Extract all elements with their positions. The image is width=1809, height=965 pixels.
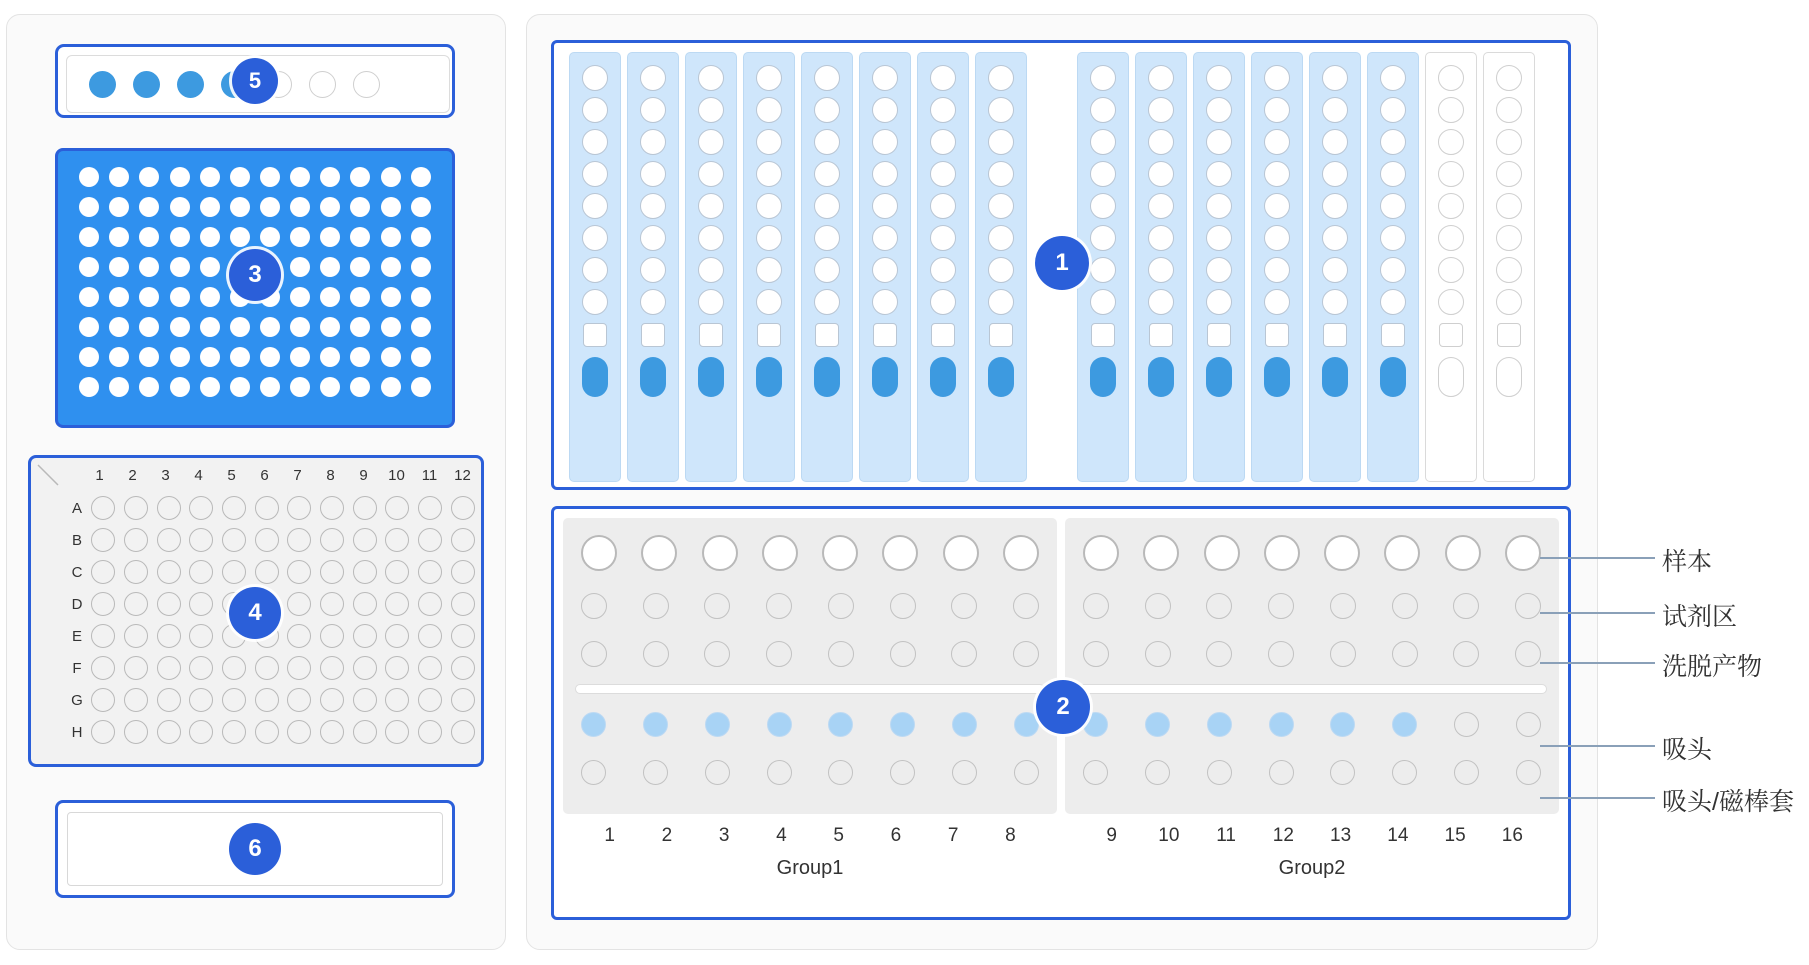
position-number: 7: [947, 825, 959, 846]
position-number: 13: [1330, 825, 1352, 846]
status-lamp-2[interactable]: [133, 71, 160, 98]
badge-3: 3: [229, 249, 281, 301]
col-header: 5: [227, 467, 236, 484]
row-header: C: [71, 563, 83, 581]
leader-line-reagent: [1540, 612, 1655, 614]
position-number: 3: [718, 825, 730, 846]
strip-column[interactable]: [801, 52, 853, 482]
row-header: D: [71, 595, 83, 613]
col-header: 4: [194, 467, 203, 484]
strip-column[interactable]: [975, 52, 1027, 482]
status-lamp-6[interactable]: [309, 71, 336, 98]
sleeve-row: [1075, 748, 1549, 796]
position-number: 16: [1501, 825, 1523, 846]
tip-row: [573, 700, 1047, 748]
position-number: 15: [1444, 825, 1466, 846]
badge-5: 5: [232, 58, 278, 104]
deck-group-2: [1065, 518, 1559, 814]
position-number: 6: [890, 825, 902, 846]
plate-row: [58, 347, 452, 367]
reagent-row: [1075, 582, 1549, 630]
position-number: 8: [1005, 825, 1016, 846]
strip-column[interactable]: [859, 52, 911, 482]
strip-column[interactable]: [1309, 52, 1361, 482]
plate-row: [58, 197, 452, 217]
table-row: [67, 556, 479, 588]
strip-column[interactable]: [1367, 52, 1419, 482]
table-row: [67, 652, 479, 684]
plate-row: [58, 227, 452, 247]
row-header: A: [71, 499, 82, 517]
tip-row: [1075, 700, 1549, 748]
strip-column[interactable]: [1135, 52, 1187, 482]
sleeve-row: [573, 748, 1047, 796]
col-header: 7: [293, 467, 302, 484]
eluate-row: [573, 630, 1047, 678]
position-number: 1: [604, 825, 615, 846]
col-header: 1: [95, 467, 104, 484]
strip-column[interactable]: [1483, 52, 1535, 482]
row-header: B: [71, 531, 82, 549]
status-lamp-3[interactable]: [177, 71, 204, 98]
col-header: 3: [161, 467, 170, 484]
table-row: [67, 716, 479, 748]
plate-corner-icon: [37, 464, 59, 486]
position-number: 4: [776, 825, 787, 846]
badge-4: 4: [229, 587, 281, 639]
strip-column[interactable]: [1425, 52, 1477, 482]
position-number: 14: [1387, 825, 1409, 846]
position-number: 11: [1216, 825, 1236, 846]
col-header: 11: [421, 467, 438, 484]
col-header: 2: [128, 467, 137, 484]
position-number: 5: [833, 825, 844, 846]
sample-row: [1075, 518, 1549, 582]
callout-eluate: 洗脱产物: [1662, 653, 1763, 681]
group2-label: Group2: [1278, 857, 1346, 879]
position-number: 9: [1106, 825, 1117, 846]
position-number: 10: [1158, 825, 1180, 846]
leader-line-sample: [1540, 557, 1655, 559]
col-header: 10: [388, 467, 405, 484]
strip-column[interactable]: [1251, 52, 1303, 482]
eluate-row: [1075, 630, 1549, 678]
callout-tip: 吸头: [1662, 736, 1713, 764]
callout-tip-magnet-sleeve: 吸头/磁棒套: [1662, 788, 1794, 816]
badge-6: 6: [229, 823, 281, 875]
pcr-column-headers: [83, 467, 479, 484]
table-row: [67, 684, 479, 716]
row-header: G: [71, 691, 83, 709]
strip-column[interactable]: [743, 52, 795, 482]
strip-column[interactable]: [1193, 52, 1245, 482]
status-lamp-1[interactable]: [89, 71, 116, 98]
col-header: 12: [454, 467, 471, 484]
plate-row: [58, 377, 452, 397]
plate-row: [58, 317, 452, 337]
table-row: [67, 524, 479, 556]
strip-column[interactable]: [627, 52, 679, 482]
status-lamp-7[interactable]: [353, 71, 380, 98]
row-header: H: [71, 723, 83, 741]
strip-column[interactable]: [569, 52, 621, 482]
leader-line-tip: [1540, 745, 1655, 747]
rack-group-left: [562, 52, 1058, 482]
deck-group-1: [563, 518, 1057, 814]
sample-row: [573, 518, 1047, 582]
position-numbers-group1: [563, 821, 1057, 851]
plate-row: [58, 167, 452, 187]
strip-column[interactable]: [685, 52, 737, 482]
position-number: 12: [1272, 825, 1294, 846]
position-number: 2: [661, 825, 673, 846]
badge-1: 1: [1035, 236, 1089, 290]
leader-line-eluate: [1540, 662, 1655, 664]
group1-label: Group1: [776, 857, 844, 879]
col-header: 9: [359, 467, 368, 484]
position-numbers-group2: [1065, 821, 1559, 851]
callout-reagent-zone: 试剂区: [1662, 603, 1738, 631]
callout-sample: 样本: [1662, 548, 1713, 576]
reagent-row: [573, 582, 1047, 630]
leader-line-sleeve: [1540, 797, 1655, 799]
col-header: 6: [260, 467, 269, 484]
strip-column[interactable]: [917, 52, 969, 482]
rack-group-right: [1070, 52, 1566, 482]
row-header: F: [72, 659, 82, 677]
badge-2: 2: [1036, 680, 1090, 734]
table-row: [67, 492, 479, 524]
deck-rail: [1075, 678, 1549, 700]
col-header: 8: [326, 467, 335, 484]
deck-rail: [573, 678, 1047, 700]
row-header: E: [71, 627, 82, 645]
